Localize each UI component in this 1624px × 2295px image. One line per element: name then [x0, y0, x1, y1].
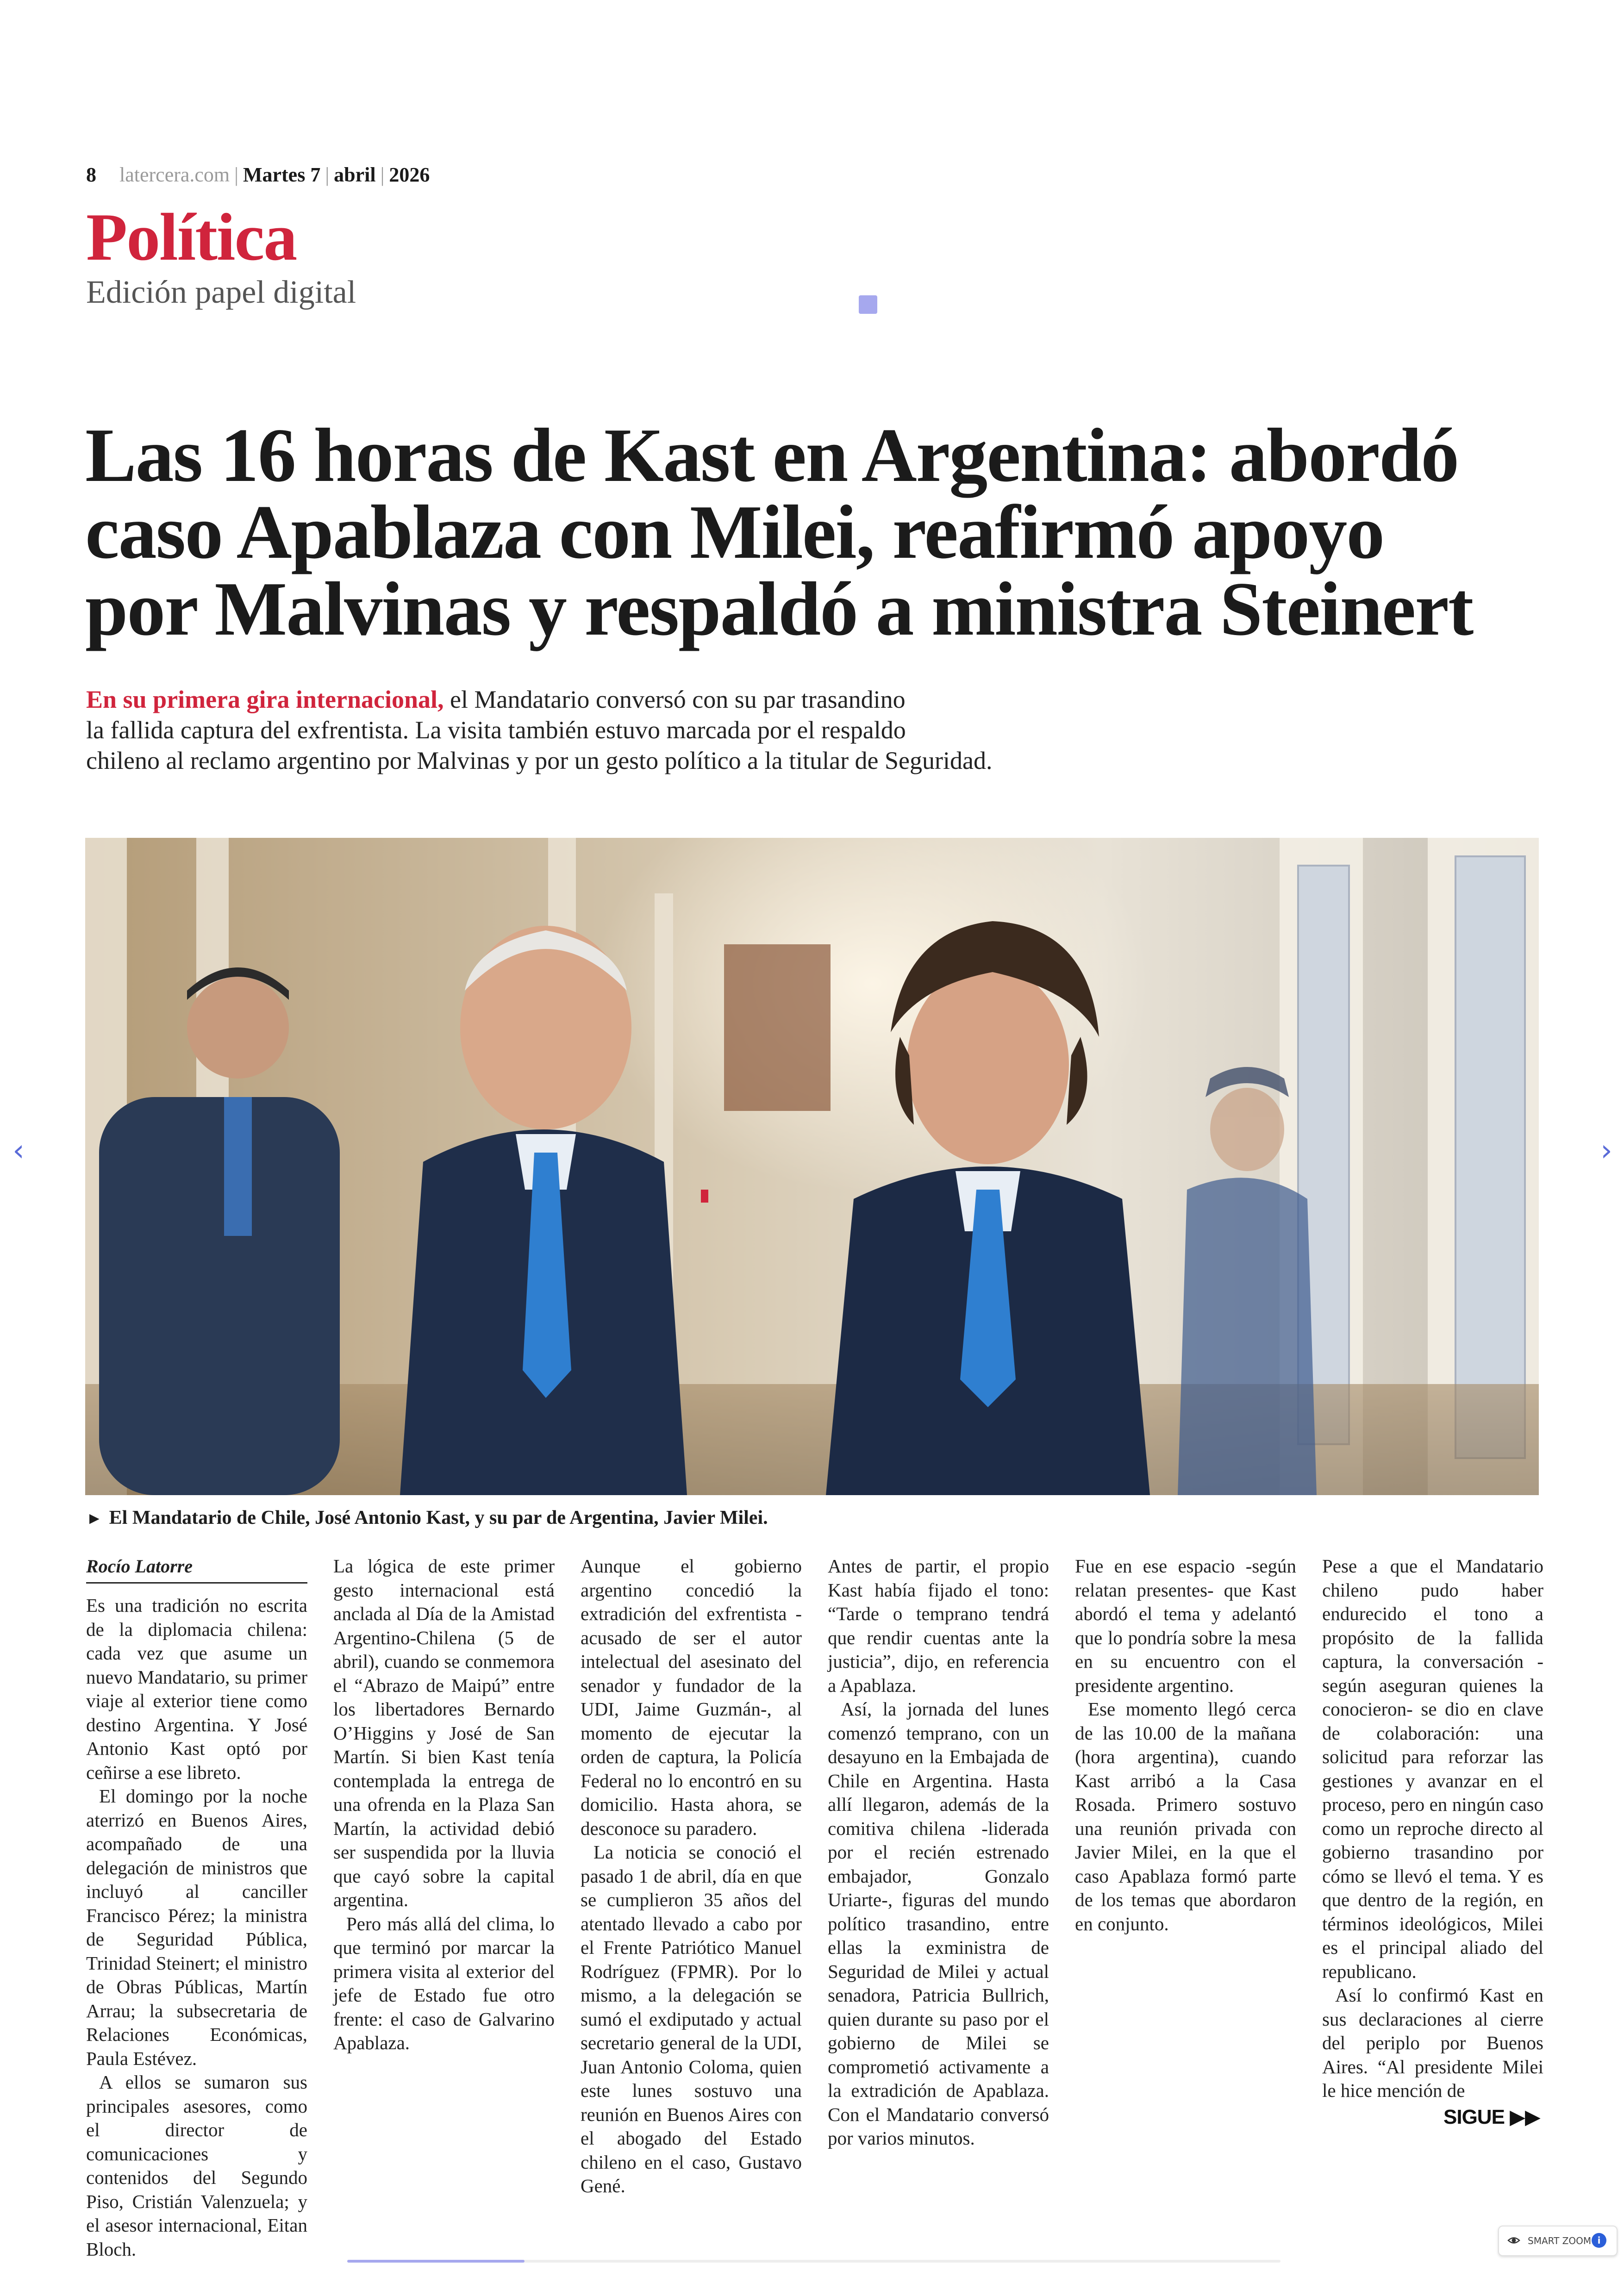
- headline-line: por Malvinas y respaldó a ministra Steinert: [85, 566, 1473, 651]
- photo-illustration: [85, 838, 1539, 1495]
- body-paragraph: Aunque el gobierno argentino concedió la extradición del exfrentista -acusado de ser el autor intelectual del asesinato del senador y fundador de la UDI, Jaime Guzmán-, al momento de ejecutar la orden de captura, la Policía Federal no lo encontró en su domicilio. Hasta ahora, se desconoce su paradero.: [581, 1555, 802, 1839]
- page-progress-fill: [347, 2260, 525, 2263]
- smart-zoom-label: SMART ZOOM: [1528, 2235, 1592, 2246]
- eye-icon: [1507, 2234, 1520, 2247]
- smart-zoom-button[interactable]: [1498, 2226, 1618, 2256]
- body-paragraph: Ese momento llegó cerca de las 10.00 de la mañana (hora argentina), cuando Kast arribó a la Casa Rosada. Primero sostuvo una reunión privada con Javier Milei, en la que el caso Apablaza formó parte de los temas que abordaron en conjunto.: [1075, 1698, 1296, 1934]
- body-paragraph: La lógica de este primer gesto internacional está anclada al Día de la Amistad Argentino-Chilena (5 de abril), cuando se conmemora el “Abrazo de Maipú” entre los libertadores Bernardo O’Higgins y José de San Martín. Si bien Kast tenía contemplada la entrega de una ofrenda en la Plaza San Martín, la actividad debió ser suspendida por la lluvia que cayó sobre la capital argentina.: [333, 1555, 555, 1910]
- page-number: 8: [86, 163, 96, 186]
- body-column: [333, 1554, 555, 2055]
- headline-line: Las 16 horas de Kast en Argentina: abordó: [85, 412, 1459, 498]
- lead-line: la fallida captura del exfrentista. La visita también estuvo marcada por el respaldo: [86, 716, 906, 744]
- caption-arrow-icon: ►: [86, 1509, 103, 1528]
- folio-divider: |: [325, 163, 330, 186]
- caption-text: El Mandatario de Chile, José Antonio Kast, y su par de Argentina, Javier Milei.: [109, 1507, 768, 1528]
- info-icon[interactable]: i: [1592, 2233, 1606, 2248]
- body-paragraph: Así lo confirmó Kast en sus declaraciones al cierre del periplo por Buenos Aires. “Al presidente Milei le hice mención de: [1322, 1984, 1543, 2101]
- body-paragraph: Así, la jornada del lunes comenzó temprano, con un desayuno en la Embajada de Chile en Argentina. Hasta allí llegaron, además de la comitiva chilena -liderada por el recién estrenado embajador, Gonzalo Uriarte-, figuras del mundo político trasandino, entre ellas la exministra de Seguridad de Milei y actual senadora, Patricia Bullrich, quien durante su paso por el gobierno de Milei se comprometió activamente a la extradición de Apablaza. Con el Mandatario conversó por varios minutos.: [828, 1698, 1049, 2149]
- edition-label: Edición papel digital: [86, 274, 356, 310]
- body-paragraph: Fue en ese espacio -según relatan presentes- que Kast abordó el tema y adelantó que lo pondría sobre la mesa en su encuentro con el presidente argentino.: [1075, 1555, 1296, 1696]
- folio-divider: |: [380, 163, 385, 186]
- body-paragraph: Pese a que el Mandatario chileno pudo haber endurecido el tono a propósito de la fallida captura, la conversación -según aseguran quienes la conocieron- se dio en clave de colaboración: una solicitud para reforzar las gestiones y avanzar en el proceso, pero en ningún caso como un reproche directo al gobierno trasandino por cómo se llevó el tema. Y es que dentro de la región, en términos ideológicos, Milei es el principal aliado del republicano.: [1322, 1555, 1543, 1982]
- folio-divider: |: [234, 163, 238, 186]
- reader-marker-icon[interactable]: [859, 295, 877, 314]
- lead-line: [86, 684, 1336, 715]
- headline: [85, 412, 1567, 651]
- lead-line: chileno al reclamo argentino por Malvinas y por un gesto político a la titular de Seguridad.: [86, 747, 993, 774]
- headline-line: caso Apablaza con Milei, reafirmó apoyo: [85, 489, 1384, 574]
- page-folio: [86, 162, 430, 188]
- body-column: [1075, 1554, 1296, 1936]
- issue-year: 2026: [389, 163, 430, 186]
- issue-month: abril: [334, 163, 376, 186]
- body-column: [86, 1554, 307, 2261]
- lead-highlight: En su primera gira internacional,: [86, 686, 444, 713]
- body-paragraph: Es una tradición no escrita de la diplomacia chilena: cada vez que asume un nuevo Mandatario, su primer viaje al exterior tiene como destino Argentina. Y José Antonio Kast optó por ceñirse a ese libreto.: [86, 1595, 307, 1783]
- body-column: [581, 1554, 802, 2198]
- body-column: [1322, 1554, 1543, 2103]
- body-paragraph: Pero más allá del clima, lo que terminó por marcar la primera visita al exterior del jefe de Estado fue otro frente: el caso de Galvarino Apablaza.: [333, 1913, 555, 2053]
- byline: Rocío Latorre: [86, 1554, 307, 1584]
- next-page-chevron-icon[interactable]: ›: [1600, 1134, 1612, 1168]
- photo-caption: [86, 1505, 768, 1531]
- body-paragraph: Antes de partir, el propio Kast había fijado el tono: “Tarde o temprano tendrá que rendir cuentas ante la justicia”, dijo, en referencia a Apablaza.: [828, 1555, 1049, 1696]
- body-paragraph: A ellos se sumaron sus principales asesores, como el director de comunicaciones y contenidos del Segundo Piso, Cristián Valenzuela; y el asesor internacional, Eitan Bloch.: [86, 2071, 307, 2260]
- page-progress-bar[interactable]: [347, 2260, 1280, 2263]
- body-paragraph: La noticia se conoció el pasado 1 de abril, día en que se cumplieron 35 años del atentado llevado a cabo por el Frente Patriótico Manuel Rodríguez (FPMR). Por lo mismo, a la delegación se sumó el exdiputado y actual secretario general de la UDI, Juan Antonio Coloma, quien este lunes sostuvo una reunión en Buenos Aires con el abogado del Estado chileno en el caso, Gustavo Gené.: [581, 1841, 802, 2196]
- continue-label: SIGUE ▶▶: [1443, 2106, 1540, 2128]
- lead-text: el Mandatario conversó con su par trasandino: [443, 686, 906, 713]
- article-photo: [85, 838, 1539, 1495]
- site-name: latercera.com: [119, 163, 230, 186]
- body-column: [828, 1554, 1049, 2151]
- body-paragraph: El domingo por la noche aterrizó en Buenos Aires, acompañado de una delegación de ministros que incluyó al canciller Francisco Pérez; la ministra de Seguridad Pública, Trinidad Steinert; el ministro de Obras Públicas, Martín Arrau; la subsecretaria de Relaciones Económicas, Paula Estévez.: [86, 1785, 307, 2069]
- issue-day: Martes 7: [243, 163, 321, 186]
- section-title: Política: [86, 200, 297, 274]
- prev-page-chevron-icon[interactable]: ‹: [12, 1134, 25, 1168]
- lead-paragraph: [86, 684, 1336, 776]
